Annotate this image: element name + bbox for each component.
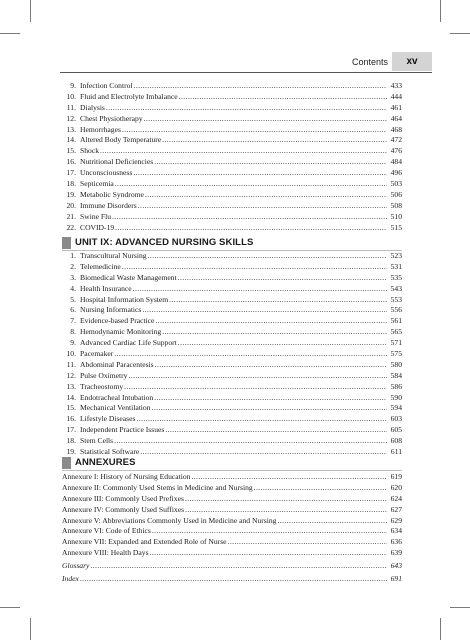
toc-entry-number: 10. [66,349,76,359]
toc-entry-number: 20. [66,200,76,210]
toc-entry [62,472,402,483]
toc-entry-page: 464 [390,113,402,123]
toc-entry [62,305,402,316]
dot-leader [100,146,387,157]
dot-leader [138,201,387,212]
toc-entry-title: COVID-19 [80,222,115,232]
toc-entry [62,403,402,414]
toc-entry-page: 561 [390,316,402,326]
toc-entry-title: Nutritional Deficiencies [80,157,154,167]
running-header-title: Contents [351,57,388,67]
toc-entry [62,157,402,168]
toc-entry [62,327,402,338]
dot-leader [169,295,387,306]
crop-mark [30,0,31,22]
toc-entry [62,483,402,494]
toc-entry [62,516,402,527]
toc-entry-page: 503 [390,179,402,189]
toc-entry-number: 16. [66,157,76,167]
toc-entry-page: 461 [390,102,402,112]
toc-entry [62,414,402,425]
dot-leader [128,371,387,382]
dot-leader [162,327,387,338]
toc-entry [62,537,402,548]
dot-leader [228,537,387,548]
toc-entry-title: Annexure VII: Expanded and Extended Role of Nurse [62,537,227,547]
toc-entry [62,295,402,306]
heading-marker [62,457,71,469]
toc-entry-page: 594 [390,403,402,413]
dot-leader [148,251,387,262]
toc-entry-title: Abdominal Paracentesis [80,359,154,369]
dot-leader [134,81,387,92]
toc-entry-number: 10. [66,91,76,101]
toc-entry-page: 605 [390,425,402,435]
toc-entry-number: 12. [66,113,76,123]
toc-entry-title: Annexure V: Abbreviations Commonly Used in Medicine and Nursing [62,515,277,525]
dot-leader [142,305,387,316]
toc-entry-title: Hemorrhages [80,124,121,134]
dot-leader [136,414,387,425]
toc-entry-title: Immune Disorders [80,200,137,210]
toc-entry-title: Statistical Software [80,447,140,457]
dot-leader [155,360,387,371]
toc-entry-number: 12. [66,370,76,380]
toc-entry-title: Health Insurance [80,283,132,293]
crop-mark [450,33,470,34]
toc-entry-title: Telemedicine [80,261,121,271]
toc-entry-number: 4. [70,283,76,293]
dot-leader [124,382,387,393]
toc-entry-number: 19. [66,447,76,457]
toc-entry [62,114,402,125]
toc-entry-number: 14. [66,135,76,145]
toc-entry [62,146,402,157]
toc-entry [62,284,402,295]
toc-entry-title: Swine Flu [80,211,112,221]
toc-entry-page: 496 [390,168,402,178]
toc-entry-number: 5. [70,294,76,304]
toc-entry-page: 523 [390,251,402,260]
toc-entry [62,251,402,262]
dot-leader [133,168,387,179]
toc-entry [62,201,402,212]
toc-entry-page: 476 [390,146,402,156]
toc-entry-title: Mechanical Ventilation [80,403,151,413]
toc-entry-page: 634 [390,526,402,536]
toc-entry-page: 506 [390,189,402,199]
dot-leader [254,483,387,494]
dot-leader [162,135,387,146]
toc-entry-title: Annexure VI: Code of Ethics [62,526,151,536]
unit9-heading [62,236,402,251]
toc-entry-page: 629 [390,515,402,525]
toc-entry [62,505,402,516]
toc-entry-number: 3. [70,272,76,282]
toc-entry-page: 624 [390,493,402,503]
toc-entry [62,360,402,371]
toc-entry [62,371,402,382]
toc-entry [62,212,402,223]
dot-leader [277,516,387,527]
toc-entry-title: Tracheostomy [80,381,124,391]
toc-entry-title: Hospital Information System [80,294,169,304]
crop-mark [30,618,31,640]
toc-entry-title: Shock [80,146,99,156]
dot-leader [114,436,387,447]
toc-entry [62,425,402,436]
dot-leader [154,393,387,404]
dot-leader [178,338,387,349]
page-number-tab: xv [392,52,432,71]
toc-entry-number: 1. [70,251,76,260]
dot-leader [178,273,387,284]
toc-entry-title: Annexure VIII: Health Days [62,548,149,558]
toc-entry [62,382,402,393]
dot-leader [122,262,387,273]
crop-mark [440,618,441,640]
dot-leader [155,316,387,327]
unit9-heading-text: UNIT IX: ADVANCED NURSING SKILLS [75,237,254,248]
toc-entry-title: Dialysis [80,102,105,112]
toc-entry-title: Hemodynamic Monitoring [80,327,162,337]
toc-entry-page: 586 [390,381,402,391]
toc-entry-number: 13. [66,124,76,134]
toc-entry [62,135,402,146]
toc-entry-title: Endotracheal Intubation [80,392,154,402]
toc-entry-page: 508 [390,200,402,210]
toc-entry [62,273,402,284]
dot-leader [152,526,387,537]
dot-leader [144,114,387,125]
toc-entry-page: 543 [390,283,402,293]
toc-entry-title: Infection Control [80,81,133,90]
dot-leader [122,125,387,136]
toc-entry-page: 611 [390,447,402,457]
toc-entry-page: 603 [390,414,402,424]
toc-entry [62,494,402,505]
toc-entry-title: Pulse Oximetry [80,370,128,380]
toc-entry-number: 8. [70,327,76,337]
toc-entry-number: 6. [70,305,76,315]
toc-entry-number: 17. [66,425,76,435]
toc-entry-title: Evidence-based Practice [80,316,155,326]
toc-entry-page: 531 [390,261,402,271]
toc-entry [62,103,402,114]
toc-entry-title: Glossary [62,561,90,570]
toc-entry-title: Unconsciousness [80,168,133,178]
toc-entry-title: Pacemaker [80,349,114,359]
toc-entry-number: 18. [66,179,76,189]
toc-entry-page: 553 [390,294,402,304]
dot-leader [185,494,387,505]
toc-entry-page: 433 [390,81,402,90]
toc-entry-page: 472 [390,135,402,145]
toc-entry-number: 21. [66,211,76,221]
toc-entry-page: 620 [390,482,402,492]
toc-entry-title: Biomedical Waste Management [80,272,177,282]
toc-entry-page: 627 [390,504,402,514]
dot-leader [114,349,387,360]
toc-entry-page: 636 [390,537,402,547]
toc-entry [62,223,402,234]
toc-entry-number: 2. [70,261,76,271]
toc-entry-page: 515 [390,222,402,232]
crop-mark [0,33,20,34]
toc-entry-title: Altered Body Temperature [80,135,162,145]
toc-entry-number: 14. [66,392,76,402]
toc-entry [62,179,402,190]
dot-leader [80,572,387,585]
toc-entry-number: 9. [70,338,76,348]
toc-entry-page: 639 [390,548,402,558]
dot-leader [112,212,387,223]
toc-entry-page: 565 [390,327,402,337]
toc-entry [62,168,402,179]
toc-entry [62,92,402,103]
toc-entry-page: 643 [390,561,402,570]
toc-entry-page: 510 [390,211,402,221]
toc-entry [62,349,402,360]
toc-entry [62,559,402,572]
toc-entry [62,316,402,327]
toc-entry-title: Lifestyle Diseases [80,414,136,424]
toc-entry-page: 584 [390,370,402,380]
toc-entry-page: 608 [390,436,402,446]
toc-entry-title: Annexure II: Commonly Used Stems in Medicine and Nursing [62,482,253,492]
toc-entry-page: 619 [390,472,402,481]
annexures-heading [62,456,402,471]
toc-entry-title: Fluid and Electrolyte Imbalance [80,91,178,101]
crop-mark [0,607,20,608]
toc-entry-title: Index [62,574,79,583]
toc-entry [62,436,402,447]
annexures-heading-text: ANNEXURES [75,457,136,468]
toc-entry-page: 580 [390,359,402,369]
dot-leader [115,223,387,234]
toc-entry-page: 571 [390,338,402,348]
toc-entry [62,572,402,585]
toc-entry-title: Transcultural Nursing [80,251,147,260]
toc-entry-number: 22. [66,222,76,232]
toc-entry-page: 535 [390,272,402,282]
toc-list-unit9 [62,251,402,458]
toc-entry-title: Nursing Informatics [80,305,142,315]
toc-entry [62,81,402,92]
toc-entry [62,526,402,537]
toc-list-backmatter [62,559,402,585]
toc-entry-page: 575 [390,349,402,359]
dot-leader [179,92,387,103]
toc-entry-page: 556 [390,305,402,315]
header-rule [60,72,432,73]
toc-list-unit8-continued [62,81,402,233]
toc-entry-number: 15. [66,146,76,156]
toc-entry-title: Independent Practice Issues [80,425,165,435]
dot-leader [145,190,387,201]
toc-entry [62,338,402,349]
toc-entry-title: Advanced Cardiac Life Support [80,338,177,348]
dot-leader [154,157,387,168]
toc-entry-title: Annexure I: History of Nursing Education [62,472,191,481]
toc-entry [62,125,402,136]
dot-leader [90,559,387,572]
dot-leader [115,179,387,190]
toc-entry [62,262,402,273]
toc-entry-number: 11. [66,102,76,112]
toc-entry-number: 19. [66,189,76,199]
toc-entry-number: 15. [66,403,76,413]
toc-entry-title: Chest Physiotherapy [80,113,143,123]
heading-marker [62,237,71,249]
dot-leader [150,548,387,559]
toc-entry-title: Annexure III: Commonly Used Prefixes [62,493,184,503]
dot-leader [106,103,387,114]
toc-entry-title: Stem Cells [80,436,114,446]
toc-entry-number: 11. [66,359,76,369]
dot-leader [185,505,387,516]
toc-entry-number: 18. [66,436,76,446]
crop-mark [440,0,441,22]
toc-entry-number: 9. [70,81,76,90]
toc-list-annexures [62,472,402,559]
toc-entry-page: 484 [390,157,402,167]
toc-entry-title: Metabolic Syndrome [80,189,144,199]
toc-entry-page: 468 [390,124,402,134]
dot-leader [165,425,387,436]
toc-entry-page: 444 [390,91,402,101]
toc-entry-page: 691 [390,574,402,583]
toc-entry [62,190,402,201]
dot-leader [191,472,387,483]
toc-entry-title: Annexure IV: Commonly Used Suffixes [62,504,185,514]
toc-entry-number: 13. [66,381,76,391]
toc-entry [62,548,402,559]
toc-entry-number: 7. [70,316,76,326]
toc-entry-number: 17. [66,168,76,178]
toc-entry-number: 16. [66,414,76,424]
dot-leader [133,284,387,295]
toc-entry [62,393,402,404]
toc-entry-page: 590 [390,392,402,402]
toc-entry-title: Septicemia [80,179,114,189]
crop-mark [450,607,470,608]
dot-leader [152,403,387,414]
